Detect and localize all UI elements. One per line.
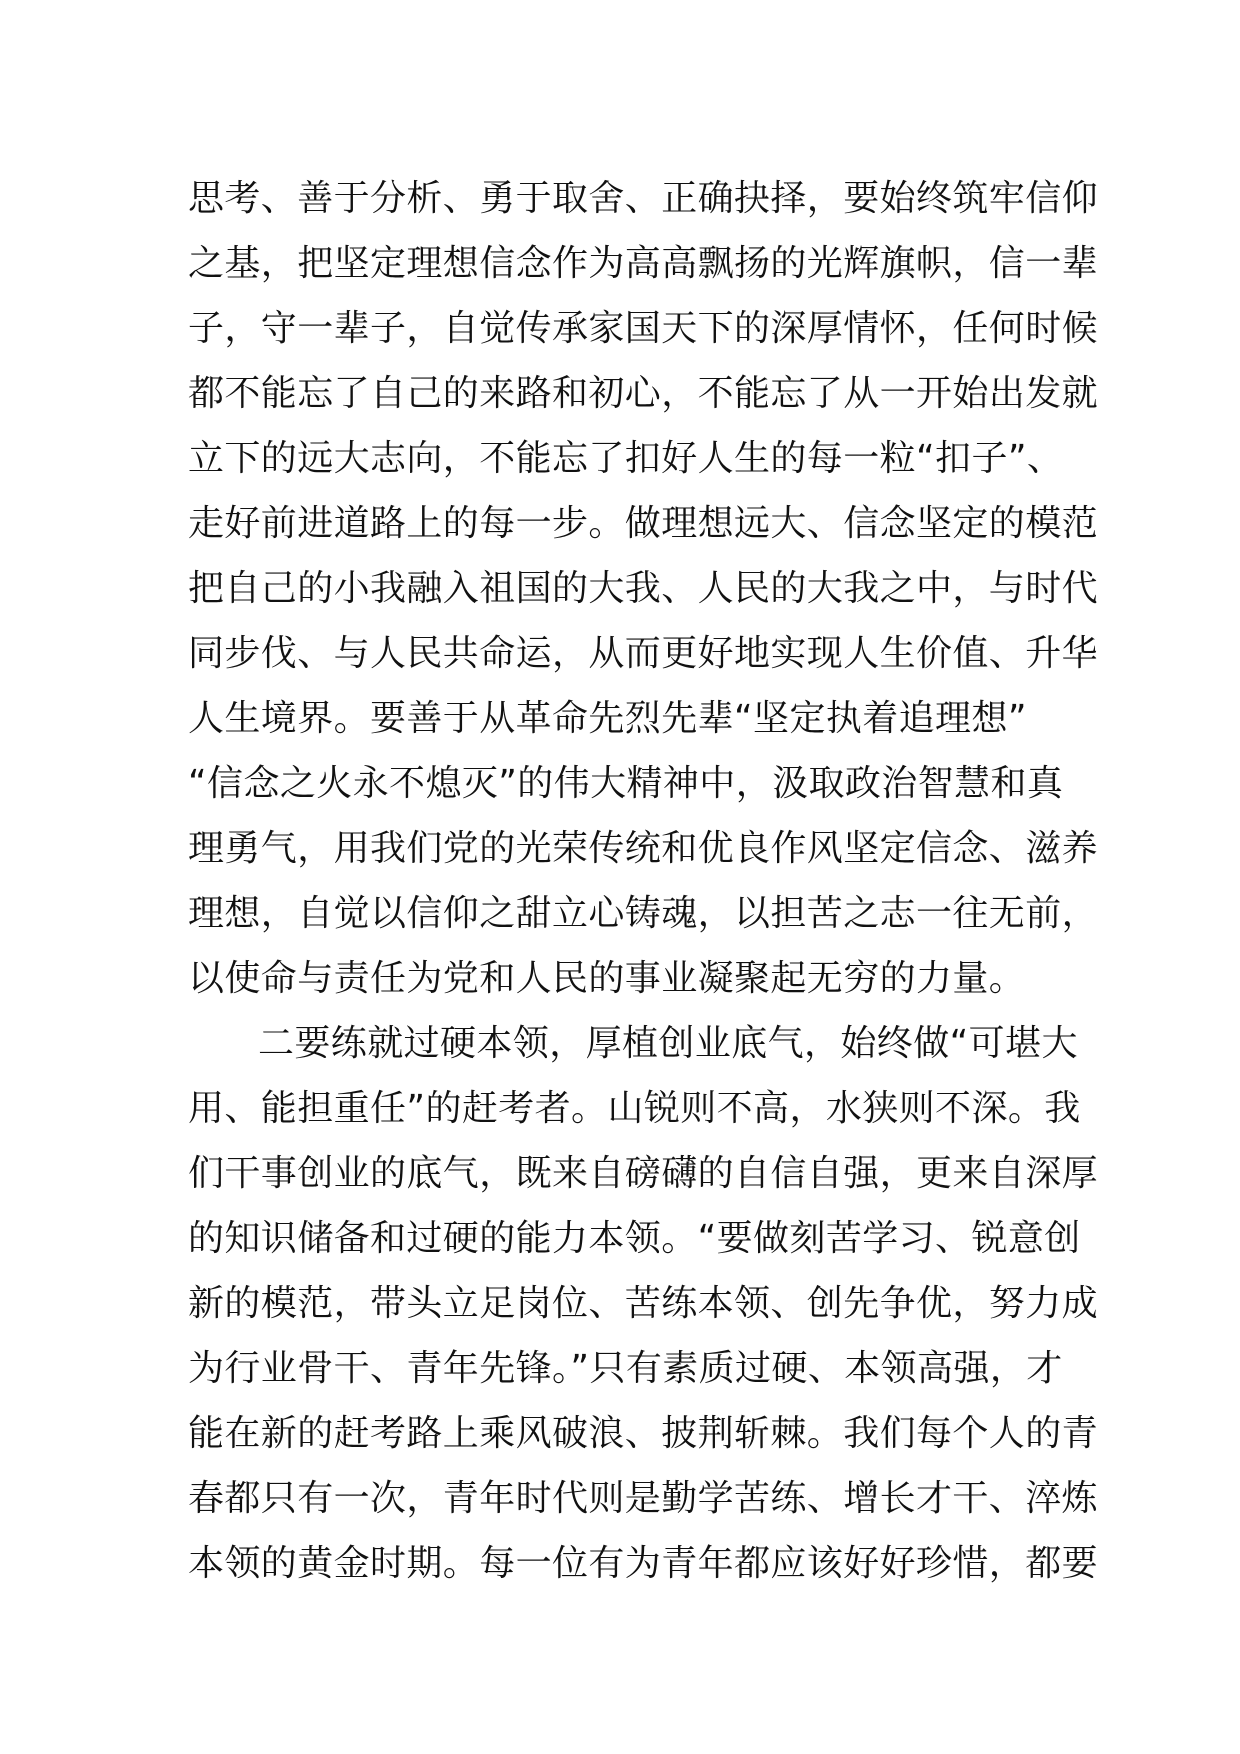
text-line: 本领的黄金时期。每一位有为青年都应该好好珍惜，都要	[188, 1543, 1099, 1584]
text-line: 用、能担重任”的赶考者。山锐则不高，水狭则不深。我	[188, 1088, 1081, 1129]
text-line: 子，守一辈子，自觉传承家国天下的深厚情怀，任何时候	[188, 308, 1099, 349]
text-line: 走好前进道路上的每一步。做理想远大、信念坚定的模范	[188, 503, 1099, 544]
text-line: “信念之火永不熄灭”的伟大精神中，汲取政治智慧和真	[188, 763, 1064, 804]
text-line: 把自己的小我融入祖国的大我、人民的大我之中，与时代	[188, 568, 1099, 609]
body-text	[188, 166, 1099, 1596]
text-line: 为行业骨干、青年先锋。”只有素质过硬、本领高强，才	[188, 1348, 1063, 1389]
paragraph-start-line: 二要练就过硬本领，厚植创业底气，始终做“可堪大	[258, 1023, 1078, 1064]
text-line: 同步伐、与人民共命运，从而更好地实现人生价值、升华	[188, 633, 1099, 674]
text-line: 春都只有一次，青年时代则是勤学苦练、增长才干、淬炼	[188, 1478, 1099, 1519]
text-line: 之基，把坚定理想信念作为高高飘扬的光辉旗帜，信一辈	[188, 243, 1099, 284]
text-line: 能在新的赶考路上乘风破浪、披荆斩棘。我们每个人的青	[188, 1413, 1099, 1454]
text-line: 人生境界。要善于从革命先烈先辈“坚定执着追理想”	[188, 698, 1027, 739]
text-line: 的知识储备和过硬的能力本领。“要做刻苦学习、锐意创	[188, 1218, 1081, 1259]
text-line: 都不能忘了自己的来路和初心，不能忘了从一开始出发就	[188, 373, 1099, 414]
text-line: 立下的远大志向，不能忘了扣好人生的每一粒“扣子”、	[188, 438, 1064, 479]
text-line: 思考、善于分析、勇于取舍、正确抉择，要始终筑牢信仰	[188, 178, 1099, 219]
text-line: 理勇气，用我们党的光荣传统和优良作风坚定信念、滋养	[188, 828, 1099, 869]
text-line: 理想，自觉以信仰之甜立心铸魂，以担苦之志一往无前，	[188, 893, 1099, 934]
text-line: 们干事创业的底气，既来自磅礴的自信自强，更来自深厚	[188, 1153, 1099, 1194]
text-line: 以使命与责任为党和人民的事业凝聚起无穷的力量。	[188, 958, 1026, 999]
text-line: 新的模范，带头立足岗位、苦练本领、创先争优，努力成	[188, 1283, 1099, 1324]
